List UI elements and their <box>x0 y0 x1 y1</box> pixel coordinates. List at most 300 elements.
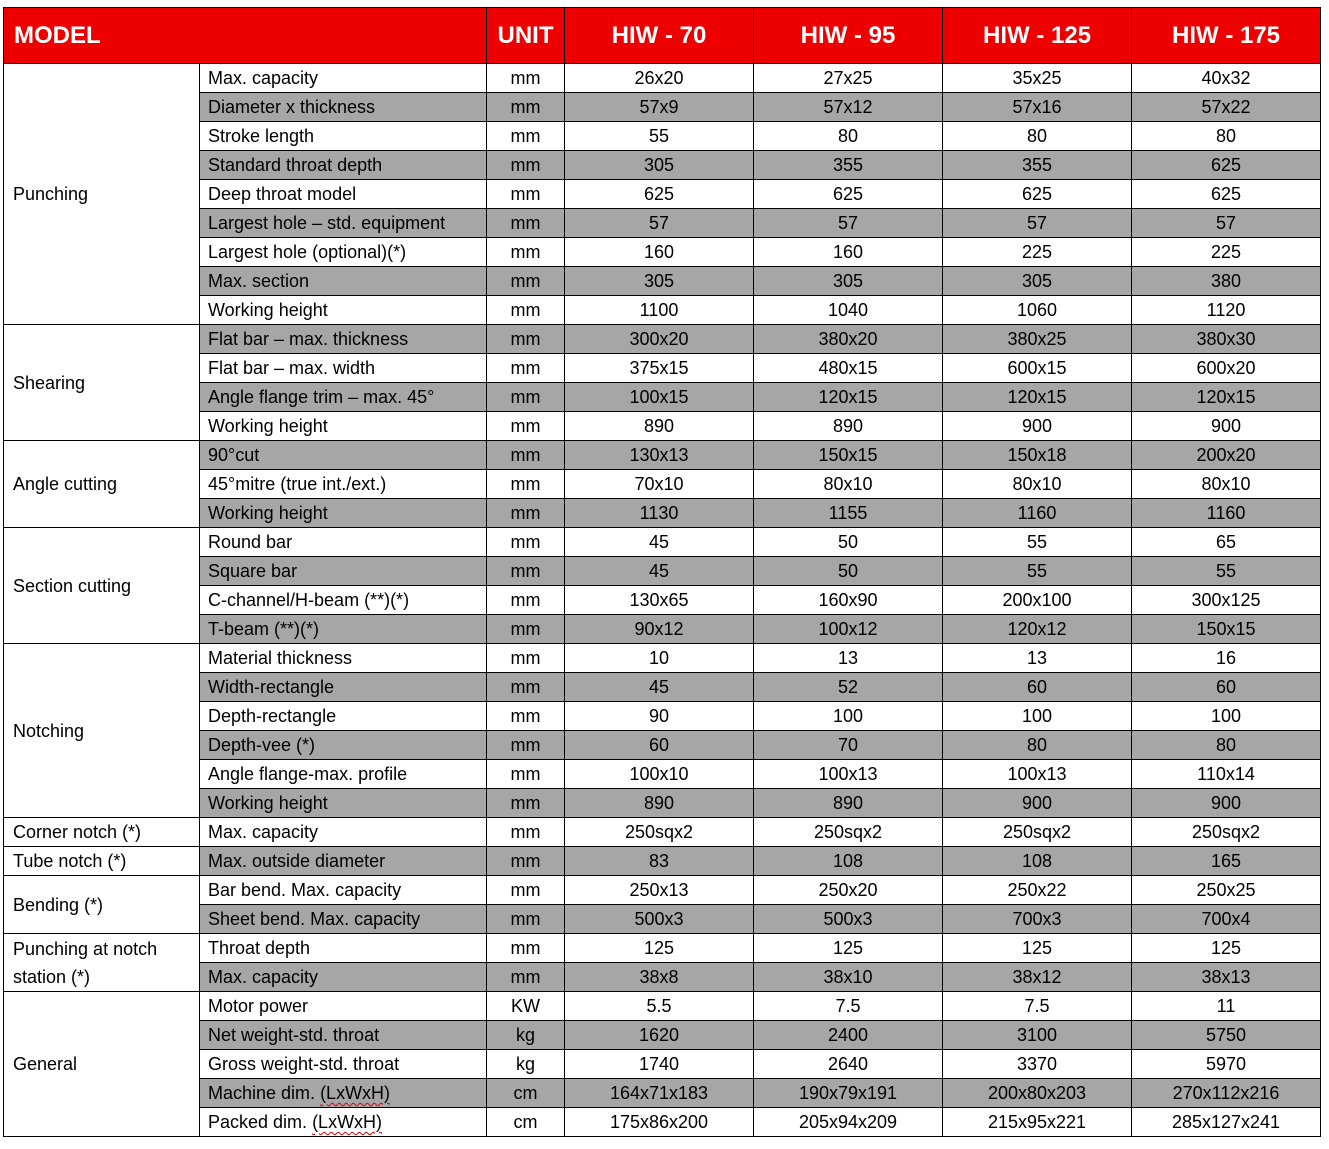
value-cell: 500x3 <box>754 905 943 934</box>
group-label: Shearing <box>4 325 200 441</box>
parameter-text: Max. outside diameter <box>208 851 386 871</box>
value-cell: 250x25 <box>1132 876 1321 905</box>
value-cell: 305 <box>565 151 754 180</box>
value-cell: 380 <box>1132 267 1321 296</box>
parameter-text: Flat bar – max. thickness <box>208 329 409 349</box>
value-cell: 55 <box>565 122 754 151</box>
value-cell: 38x8 <box>565 963 754 992</box>
value-cell: 35x25 <box>943 64 1132 93</box>
value-cell: 57 <box>943 209 1132 238</box>
table-row <box>4 586 1321 615</box>
value-cell: 190x79x191 <box>754 1079 943 1108</box>
table-row <box>4 789 1321 818</box>
value-cell: 1040 <box>754 296 943 325</box>
parameter-text: 45°mitre (true int./ext.) <box>208 474 387 494</box>
parameter-label <box>200 644 487 673</box>
table-row <box>4 1021 1321 1050</box>
table-row <box>4 151 1321 180</box>
value-cell: 100x12 <box>754 615 943 644</box>
value-cell: 40x32 <box>1132 64 1321 93</box>
unit-cell: mm <box>487 238 565 267</box>
spec-table <box>3 7 1321 1137</box>
parameter-text: Width-rectangle <box>208 677 335 697</box>
parameter-label <box>200 818 487 847</box>
header-row <box>4 8 1321 64</box>
value-cell: 300x20 <box>565 325 754 354</box>
value-cell: 80x10 <box>754 470 943 499</box>
parameter-label <box>200 209 487 238</box>
value-cell: 55 <box>1132 557 1321 586</box>
value-cell: 16 <box>1132 644 1321 673</box>
unit-cell: kg <box>487 1050 565 1079</box>
parameter-label <box>200 499 487 528</box>
value-cell: 57x12 <box>754 93 943 122</box>
parameter-text: Diameter x thickness <box>208 97 376 117</box>
table-row <box>4 528 1321 557</box>
parameter-label <box>200 122 487 151</box>
value-cell: 70x10 <box>565 470 754 499</box>
value-cell: 60 <box>565 731 754 760</box>
parameter-label <box>200 673 487 702</box>
unit-cell: mm <box>487 847 565 876</box>
value-cell: 200x20 <box>1132 441 1321 470</box>
value-cell: 125 <box>754 934 943 963</box>
table-row <box>4 818 1321 847</box>
value-cell: 108 <box>943 847 1132 876</box>
parameter-label <box>200 789 487 818</box>
parameter-label <box>200 586 487 615</box>
value-cell: 270x112x216 <box>1132 1079 1321 1108</box>
value-cell: 160 <box>754 238 943 267</box>
value-cell: 900 <box>943 412 1132 441</box>
parameter-label <box>200 876 487 905</box>
parameter-text: Working height <box>208 793 328 813</box>
value-cell: 305 <box>943 267 1132 296</box>
table-row <box>4 354 1321 383</box>
unit-cell: mm <box>487 818 565 847</box>
value-cell: 700x3 <box>943 905 1132 934</box>
value-cell: 355 <box>754 151 943 180</box>
parameter-label <box>200 731 487 760</box>
value-cell: 165 <box>1132 847 1321 876</box>
group-label: Angle cutting <box>4 441 200 528</box>
value-cell: 625 <box>565 180 754 209</box>
group-label: General <box>4 992 200 1137</box>
table-row <box>4 934 1321 963</box>
value-cell: 80 <box>1132 122 1321 151</box>
parameter-text: 90°cut <box>208 445 260 465</box>
table-row <box>4 644 1321 673</box>
unit-cell: mm <box>487 760 565 789</box>
value-cell: 100 <box>1132 702 1321 731</box>
table-row <box>4 702 1321 731</box>
unit-cell: mm <box>487 876 565 905</box>
value-cell: 60 <box>1132 673 1321 702</box>
group-label: Notching <box>4 644 200 818</box>
unit-cell: mm <box>487 644 565 673</box>
table-row <box>4 238 1321 267</box>
parameter-text: Angle flange trim – max. 45° <box>208 387 435 407</box>
value-cell: 900 <box>1132 412 1321 441</box>
value-cell: 250x22 <box>943 876 1132 905</box>
value-cell: 3370 <box>943 1050 1132 1079</box>
value-cell: 57x9 <box>565 93 754 122</box>
value-cell: 80 <box>943 122 1132 151</box>
table-row <box>4 1108 1321 1137</box>
value-cell: 175x86x200 <box>565 1108 754 1137</box>
value-cell: 205x94x209 <box>754 1108 943 1137</box>
unit-cell: cm <box>487 1108 565 1137</box>
value-cell: 625 <box>943 180 1132 209</box>
parameter-text: Angle flange-max. profile <box>208 764 408 784</box>
unit-cell: mm <box>487 151 565 180</box>
value-cell: 55 <box>943 528 1132 557</box>
value-cell: 45 <box>565 557 754 586</box>
value-cell: 45 <box>565 673 754 702</box>
value-cell: 250sqx2 <box>565 818 754 847</box>
value-cell: 65 <box>1132 528 1321 557</box>
parameter-text: Square bar <box>208 561 298 581</box>
unit-cell: mm <box>487 557 565 586</box>
parameter-label <box>200 180 487 209</box>
unit-cell: mm <box>487 963 565 992</box>
parameter-label <box>200 557 487 586</box>
parameter-label <box>200 615 487 644</box>
value-cell: 80x10 <box>1132 470 1321 499</box>
unit-cell: mm <box>487 267 565 296</box>
table-row <box>4 267 1321 296</box>
unit-cell: mm <box>487 528 565 557</box>
value-cell: 100 <box>943 702 1132 731</box>
value-cell: 1160 <box>943 499 1132 528</box>
parameter-label <box>200 1079 487 1108</box>
value-cell: 1160 <box>1132 499 1321 528</box>
parameter-text: Max. section <box>208 271 310 291</box>
parameter-label <box>200 441 487 470</box>
value-cell: 45 <box>565 528 754 557</box>
parameter-text: Depth-vee (*) <box>208 735 316 755</box>
table-row <box>4 615 1321 644</box>
parameter-text: Working height <box>208 416 328 436</box>
value-cell: 150x18 <box>943 441 1132 470</box>
group-label: Section cutting <box>4 528 200 644</box>
value-cell: 2400 <box>754 1021 943 1050</box>
value-cell: 890 <box>754 789 943 818</box>
value-cell: 625 <box>754 180 943 209</box>
value-cell: 120x15 <box>943 383 1132 412</box>
value-cell: 100x13 <box>943 760 1132 789</box>
parameter-label <box>200 847 487 876</box>
unit-cell: mm <box>487 64 565 93</box>
value-cell: 5970 <box>1132 1050 1321 1079</box>
unit-header: UNIT <box>487 8 565 64</box>
value-cell: 250sqx2 <box>1132 818 1321 847</box>
value-cell: 80 <box>754 122 943 151</box>
value-cell: 57 <box>1132 209 1321 238</box>
table-row <box>4 296 1321 325</box>
value-cell: 55 <box>943 557 1132 586</box>
value-cell: 90 <box>565 702 754 731</box>
parameter-label <box>200 296 487 325</box>
value-cell: 130x65 <box>565 586 754 615</box>
value-cell: 26x20 <box>565 64 754 93</box>
parameter-label <box>200 528 487 557</box>
parameter-note: (LxWxH) <box>312 1112 383 1132</box>
parameter-text: Packed dim. <box>208 1112 308 1132</box>
value-cell: 380x30 <box>1132 325 1321 354</box>
parameter-text: Sheet bend. Max. capacity <box>208 909 421 929</box>
value-cell: 10 <box>565 644 754 673</box>
parameter-label <box>200 1021 487 1050</box>
table-row <box>4 557 1321 586</box>
value-cell: 215x95x221 <box>943 1108 1132 1137</box>
value-cell: 5.5 <box>565 992 754 1021</box>
group-label: Punching <box>4 64 200 325</box>
group-label: Punching at notch station (*) <box>4 934 200 992</box>
value-cell: 375x15 <box>565 354 754 383</box>
value-cell: 900 <box>1132 789 1321 818</box>
value-cell: 250x20 <box>754 876 943 905</box>
value-cell: 250sqx2 <box>943 818 1132 847</box>
parameter-label <box>200 905 487 934</box>
parameter-text: Stroke length <box>208 126 315 146</box>
table-row <box>4 122 1321 151</box>
value-cell: 625 <box>1132 180 1321 209</box>
value-cell: 600x15 <box>943 354 1132 383</box>
unit-cell: KW <box>487 992 565 1021</box>
value-cell: 108 <box>754 847 943 876</box>
value-cell: 160 <box>565 238 754 267</box>
value-cell: 5750 <box>1132 1021 1321 1050</box>
unit-cell: mm <box>487 412 565 441</box>
parameter-label <box>200 325 487 354</box>
value-cell: 110x14 <box>1132 760 1321 789</box>
value-cell: 305 <box>565 267 754 296</box>
value-cell: 11 <box>1132 992 1321 1021</box>
value-cell: 1740 <box>565 1050 754 1079</box>
value-cell: 120x15 <box>754 383 943 412</box>
value-cell: 83 <box>565 847 754 876</box>
value-cell: 52 <box>754 673 943 702</box>
value-cell: 250sqx2 <box>754 818 943 847</box>
value-cell: 90x12 <box>565 615 754 644</box>
table-row <box>4 64 1321 93</box>
parameter-label <box>200 412 487 441</box>
value-cell: 100x13 <box>754 760 943 789</box>
parameter-text: Gross weight-std. throat <box>208 1054 400 1074</box>
value-cell: 1120 <box>1132 296 1321 325</box>
parameter-text: Depth-rectangle <box>208 706 337 726</box>
value-cell: 200x100 <box>943 586 1132 615</box>
value-cell: 225 <box>1132 238 1321 267</box>
model-col-header: HIW - 125 <box>943 8 1132 64</box>
value-cell: 3100 <box>943 1021 1132 1050</box>
value-cell: 7.5 <box>754 992 943 1021</box>
value-cell: 890 <box>565 789 754 818</box>
parameter-text: Round bar <box>208 532 293 552</box>
parameter-text: Standard throat depth <box>208 155 383 175</box>
unit-cell: mm <box>487 180 565 209</box>
parameter-text: Net weight-std. throat <box>208 1025 380 1045</box>
unit-cell: mm <box>487 905 565 934</box>
group-label: Bending (*) <box>4 876 200 934</box>
value-cell: 80 <box>943 731 1132 760</box>
value-cell: 57x16 <box>943 93 1132 122</box>
table-row <box>4 992 1321 1021</box>
value-cell: 200x80x203 <box>943 1079 1132 1108</box>
value-cell: 57x22 <box>1132 93 1321 122</box>
parameter-label <box>200 1050 487 1079</box>
table-row <box>4 499 1321 528</box>
value-cell: 2640 <box>754 1050 943 1079</box>
value-cell: 160x90 <box>754 586 943 615</box>
parameter-label <box>200 64 487 93</box>
parameter-text: Throat depth <box>208 938 311 958</box>
parameter-label <box>200 383 487 412</box>
group-label: Corner notch (*) <box>4 818 200 847</box>
parameter-text: C-channel/H-beam (**)(*) <box>208 590 410 610</box>
table-row <box>4 673 1321 702</box>
value-cell: 1155 <box>754 499 943 528</box>
model-col-header: HIW - 175 <box>1132 8 1321 64</box>
value-cell: 38x13 <box>1132 963 1321 992</box>
value-cell: 1060 <box>943 296 1132 325</box>
parameter-label <box>200 354 487 383</box>
value-cell: 50 <box>754 557 943 586</box>
value-cell: 70 <box>754 731 943 760</box>
model-header: MODEL <box>4 8 487 64</box>
unit-cell: mm <box>487 615 565 644</box>
parameter-text: Largest hole – std. equipment <box>208 213 446 233</box>
unit-cell: mm <box>487 702 565 731</box>
parameter-text: Material thickness <box>208 648 353 668</box>
parameter-label <box>200 934 487 963</box>
value-cell: 890 <box>754 412 943 441</box>
value-cell: 150x15 <box>754 441 943 470</box>
unit-cell: mm <box>487 470 565 499</box>
unit-cell: mm <box>487 296 565 325</box>
unit-cell: mm <box>487 789 565 818</box>
value-cell: 125 <box>565 934 754 963</box>
unit-cell: mm <box>487 441 565 470</box>
parameter-label <box>200 992 487 1021</box>
model-col-header: HIW - 95 <box>754 8 943 64</box>
value-cell: 164x71x183 <box>565 1079 754 1108</box>
value-cell: 57 <box>565 209 754 238</box>
table-row <box>4 963 1321 992</box>
unit-cell: mm <box>487 122 565 151</box>
unit-cell: mm <box>487 586 565 615</box>
parameter-label <box>200 238 487 267</box>
model-col-header: HIW - 70 <box>565 8 754 64</box>
parameter-text: Max. capacity <box>208 822 319 842</box>
value-cell: 625 <box>1132 151 1321 180</box>
parameter-note: (LxWxH) <box>320 1083 391 1103</box>
value-cell: 380x25 <box>943 325 1132 354</box>
value-cell: 80 <box>1132 731 1321 760</box>
parameter-text: Max. capacity <box>208 967 319 987</box>
value-cell: 120x12 <box>943 615 1132 644</box>
table-row <box>4 1050 1321 1079</box>
parameter-text: Flat bar – max. width <box>208 358 376 378</box>
unit-cell: mm <box>487 325 565 354</box>
value-cell: 1100 <box>565 296 754 325</box>
value-cell: 125 <box>943 934 1132 963</box>
table-row <box>4 1079 1321 1108</box>
parameter-label <box>200 1108 487 1137</box>
parameter-label <box>200 702 487 731</box>
parameter-text: Deep throat model <box>208 184 357 204</box>
value-cell: 250x13 <box>565 876 754 905</box>
table-row <box>4 209 1321 238</box>
value-cell: 380x20 <box>754 325 943 354</box>
table-row <box>4 760 1321 789</box>
table-row <box>4 441 1321 470</box>
value-cell: 600x20 <box>1132 354 1321 383</box>
value-cell: 120x15 <box>1132 383 1321 412</box>
unit-cell: kg <box>487 1021 565 1050</box>
group-label: Tube notch (*) <box>4 847 200 876</box>
value-cell: 38x10 <box>754 963 943 992</box>
value-cell: 27x25 <box>754 64 943 93</box>
value-cell: 480x15 <box>754 354 943 383</box>
parameter-text: Machine dim. <box>208 1083 316 1103</box>
table-row <box>4 325 1321 354</box>
parameter-label <box>200 470 487 499</box>
unit-cell: mm <box>487 934 565 963</box>
parameter-text: Motor power <box>208 996 309 1016</box>
value-cell: 355 <box>943 151 1132 180</box>
table-row <box>4 905 1321 934</box>
value-cell: 305 <box>754 267 943 296</box>
parameter-label <box>200 760 487 789</box>
parameter-label <box>200 963 487 992</box>
value-cell: 1130 <box>565 499 754 528</box>
value-cell: 80x10 <box>943 470 1132 499</box>
table-row <box>4 180 1321 209</box>
parameter-text: Largest hole (optional)(*) <box>208 242 407 262</box>
value-cell: 100x15 <box>565 383 754 412</box>
value-cell: 225 <box>943 238 1132 267</box>
value-cell: 500x3 <box>565 905 754 934</box>
value-cell: 100x10 <box>565 760 754 789</box>
value-cell: 13 <box>754 644 943 673</box>
table-row <box>4 470 1321 499</box>
unit-cell: mm <box>487 499 565 528</box>
parameter-text: Working height <box>208 300 328 320</box>
parameter-text: Max. capacity <box>208 68 319 88</box>
unit-cell: mm <box>487 383 565 412</box>
unit-cell: mm <box>487 673 565 702</box>
unit-cell: mm <box>487 209 565 238</box>
value-cell: 700x4 <box>1132 905 1321 934</box>
parameter-label <box>200 151 487 180</box>
unit-cell: cm <box>487 1079 565 1108</box>
parameter-label <box>200 93 487 122</box>
table-row <box>4 383 1321 412</box>
table-row <box>4 731 1321 760</box>
spec-body <box>4 64 1321 1137</box>
parameter-text: Bar bend. Max. capacity <box>208 880 402 900</box>
value-cell: 7.5 <box>943 992 1132 1021</box>
value-cell: 50 <box>754 528 943 557</box>
unit-cell: mm <box>487 731 565 760</box>
value-cell: 900 <box>943 789 1132 818</box>
value-cell: 57 <box>754 209 943 238</box>
table-row <box>4 93 1321 122</box>
value-cell: 890 <box>565 412 754 441</box>
table-row <box>4 847 1321 876</box>
